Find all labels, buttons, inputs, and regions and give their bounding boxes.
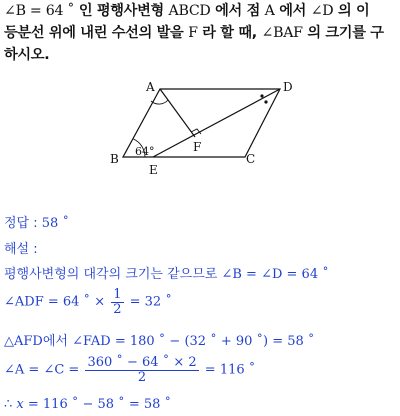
fraction-angle-sum xyxy=(85,356,198,384)
bisector-dot xyxy=(264,100,267,103)
angle-baf: ∠BAF xyxy=(261,25,303,41)
fraction-denominator: 2 xyxy=(137,369,147,385)
point-f: F xyxy=(188,25,198,41)
angle-b-value: 64° xyxy=(135,145,155,158)
solution-step-4 xyxy=(4,356,255,384)
answer-value: 58 ˚ xyxy=(41,216,69,231)
step-math: ∠A = ∠C = xyxy=(4,362,84,378)
step-text: 평행사변형의 대각의 크기는 같으므로 xyxy=(4,267,222,282)
problem-text: 인 평행사변형 xyxy=(74,3,169,19)
parallelogram-figure xyxy=(105,77,305,177)
step-math: ∠ADF = 64 ˚ × xyxy=(4,294,110,310)
solution-conclusion xyxy=(4,397,171,412)
solution-step-2 xyxy=(4,288,172,316)
solution-step-3 xyxy=(4,330,314,349)
parallelogram-name: ABCD xyxy=(168,3,211,19)
answer-label: 정답 : xyxy=(4,216,42,231)
triangle-afd: △AFD xyxy=(4,334,43,349)
point-a: A xyxy=(264,3,275,19)
perpendicular-af xyxy=(160,89,195,137)
step-math: = 32 ˚ xyxy=(125,294,172,310)
fraction-one-half xyxy=(111,288,123,316)
label-c: C xyxy=(246,152,256,166)
problem-text: 의 크기를 구 xyxy=(302,25,384,41)
problem-text: 라 할 때, xyxy=(197,25,262,41)
answer-line xyxy=(4,212,69,231)
label-b: B xyxy=(110,152,119,166)
step-math: ∠B = ∠D = 64 ˚ xyxy=(221,267,329,282)
problem-line-2 xyxy=(4,22,398,44)
label-f: F xyxy=(193,140,202,154)
fraction-numerator: 360 ˚ − 64 ˚ × 2 xyxy=(87,355,197,370)
problem-text: 의 이 xyxy=(333,3,370,19)
step-text: 에서 xyxy=(42,334,73,349)
problem-line-1 xyxy=(4,0,398,22)
fraction-denominator: 2 xyxy=(113,301,122,317)
bisector-dot xyxy=(260,94,263,97)
problem-statement xyxy=(4,0,398,66)
label-a: A xyxy=(146,80,155,94)
angle-d: ∠D xyxy=(310,3,334,19)
problem-line-3: 하시오. xyxy=(4,47,50,63)
step-math: ∠FAD = 180 ˚ − (32 ˚ + 90 ˚) = 58 ˚ xyxy=(72,334,315,349)
problem-text: 에서 xyxy=(274,3,311,19)
step-math: = 116 ˚ − 58 ˚ = 58 ˚ xyxy=(23,397,172,412)
therefore-symbol: ∴ xyxy=(4,397,17,412)
variable-x: x xyxy=(16,397,24,412)
label-d: D xyxy=(283,80,293,94)
label-e: E xyxy=(149,163,158,177)
fraction-numerator: 1 xyxy=(113,287,122,302)
step-math: = 116 ˚ xyxy=(200,362,256,378)
bisector-de xyxy=(153,89,280,157)
solution-step-1 xyxy=(4,263,329,282)
problem-text: 에서 점 xyxy=(210,3,265,19)
angle-b-expression: ∠B = 64 ˚ xyxy=(4,3,75,19)
solution-heading: 해설 : xyxy=(4,242,38,257)
problem-text: 등분선 위에 내린 수선의 발을 xyxy=(4,25,189,41)
